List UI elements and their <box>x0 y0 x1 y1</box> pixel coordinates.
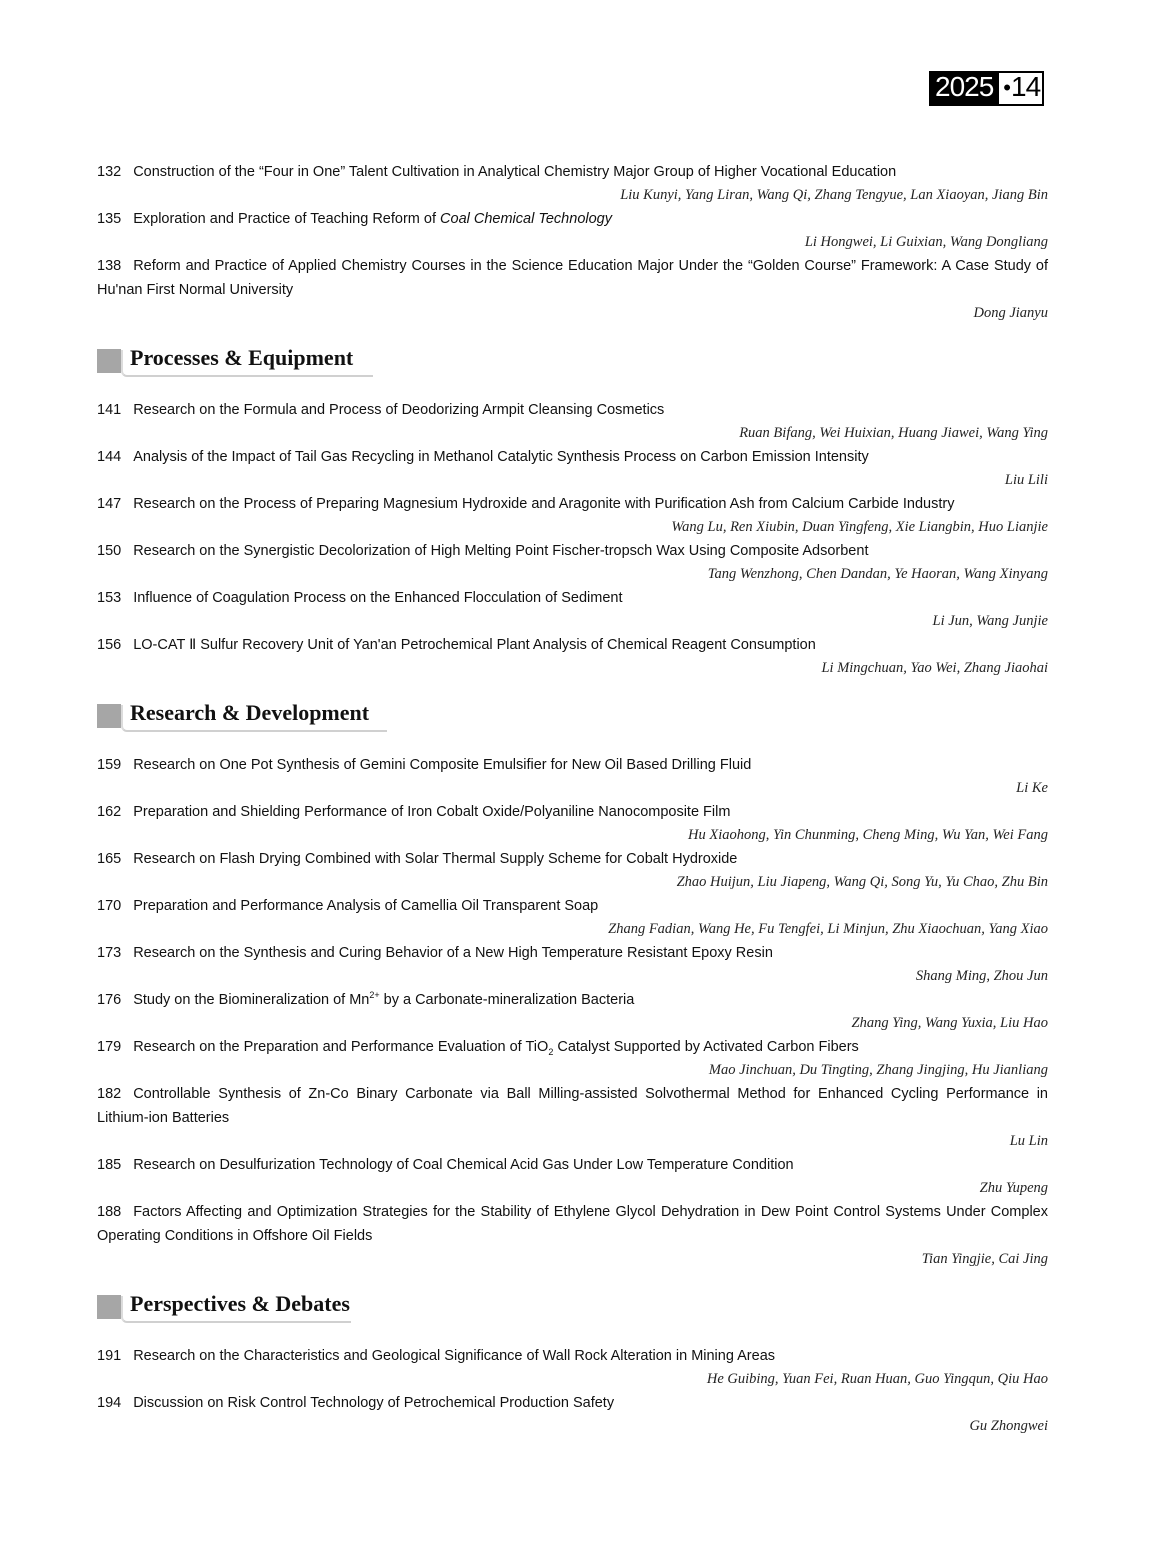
entry-title-line[interactable] <box>97 1082 1048 1130</box>
toc-entry[interactable] <box>97 1035 1048 1082</box>
entry-page-number: 132 <box>97 164 122 180</box>
entry-authors: He Guibing, Yuan Fei, Ruan Huan, Guo Yingqun, Qiu Hao <box>706 1371 1048 1387</box>
entry-title[interactable]: Study on the Biomineralization of Mn <box>133 992 370 1008</box>
toc-entry[interactable] <box>97 753 1048 800</box>
section-heading-processes-equipment <box>97 338 1048 386</box>
entry-authors: Liu Lili <box>1004 472 1048 488</box>
entry-title[interactable]: Research on One Pot Synthesis of Gemini Composite Emulsifier for New Oil Based Drilling Fluid <box>133 757 752 773</box>
entry-authors: Tian Yingjie, Cai Jing <box>921 1251 1048 1267</box>
entry-authors: Wang Lu, Ren Xiubin, Duan Yingfeng, Xie Liangbin, Huo Lianjie <box>671 519 1048 535</box>
toc-content <box>97 160 1048 1438</box>
entry-page-number: 170 <box>97 898 122 914</box>
entry-title[interactable]: Research on the Synergistic Decolorization of High Melting Point Fischer-tropsch Wax Using Composite Adsorbent <box>133 543 869 559</box>
toc-entry[interactable] <box>97 207 1048 254</box>
entry-title[interactable]: Research on Desulfurization Technology of Coal Chemical Acid Gas Under Low Temperature Condition <box>133 1157 794 1173</box>
toc-entry[interactable] <box>97 160 1048 207</box>
entry-title-line[interactable] <box>97 894 1048 918</box>
toc-entry[interactable] <box>97 800 1048 847</box>
entry-authors: Li Ke <box>1016 780 1048 796</box>
entry-title[interactable]: Discussion on Risk Control Technology of Petrochemical Production Safety <box>133 1395 615 1411</box>
entry-page-number: 191 <box>97 1348 122 1364</box>
entry-authors: Tang Wenzhong, Chen Dandan, Ye Haoran, Wang Xinyang <box>707 566 1048 582</box>
entry-title[interactable]: Controllable Synthesis of Zn-Co Binary Carbonate via Ball Milling-assisted Solvothermal Method for Enhanced Cycling Performance in Lithium-ion Batteries <box>97 1086 1048 1126</box>
entry-title[interactable]: Construction of the “Four in One” Talent Cultivation in Analytical Chemistry Major Group of Higher Vocational Education <box>133 164 897 180</box>
section-title: Processes & Equipment <box>130 345 354 370</box>
entry-page-number: 150 <box>97 543 122 559</box>
entry-title[interactable]: Preparation and Performance Analysis of Camellia Oil Transparent Soap <box>133 898 599 914</box>
entry-title-line[interactable] <box>97 847 1048 871</box>
entry-title-line[interactable] <box>97 1200 1048 1248</box>
entry-title[interactable]: Research on the Formula and Process of Deodorizing Armpit Cleansing Cosmetics <box>133 402 665 418</box>
entry-title[interactable]: Preparation and Shielding Performance of Iron Cobalt Oxide/Polyaniline Nanocomposite Film <box>133 804 731 820</box>
entry-authors: Lu Lin <box>1009 1133 1048 1149</box>
entry-authors: Zhang Ying, Wang Yuxia, Liu Hao <box>851 1015 1048 1031</box>
entry-page-number: 165 <box>97 851 122 867</box>
subscript-number: 2 <box>548 1046 554 1057</box>
entry-authors: Ruan Bifang, Wei Huixian, Huang Jiawei, Wang Ying <box>739 425 1048 441</box>
entry-title-line[interactable] <box>97 800 1048 824</box>
bullet-icon: • <box>1003 75 1010 100</box>
toc-entry[interactable] <box>97 988 1048 1035</box>
entry-title-line[interactable] <box>97 398 1048 422</box>
toc-entry[interactable] <box>97 847 1048 894</box>
entry-title-line[interactable] <box>97 445 1048 469</box>
entry-page-number: 156 <box>97 637 122 653</box>
toc-entry[interactable] <box>97 586 1048 633</box>
entry-title-line[interactable] <box>97 1035 1048 1059</box>
toc-entry[interactable] <box>97 633 1048 680</box>
entry-title-line[interactable] <box>97 254 1048 302</box>
entry-authors: Liu Kunyi, Yang Liran, Wang Qi, Zhang Tengyue, Lan Xiaoyan, Jiang Bin <box>620 187 1048 203</box>
entry-page-number: 159 <box>97 757 122 773</box>
entry-title[interactable]: LO-CAT Ⅱ Sulfur Recovery Unit of Yan'an Petrochemical Plant Analysis of Chemical Reagent Consumption <box>133 637 816 653</box>
entry-authors: Li Mingchuan, Yao Wei, Zhang Jiaohai <box>821 660 1048 676</box>
entry-page-number: 144 <box>97 449 122 465</box>
toc-entry[interactable] <box>97 1200 1048 1271</box>
entry-authors: Dong Jianyu <box>973 305 1048 321</box>
toc-entry[interactable] <box>97 1391 1048 1438</box>
section-marker-square <box>97 704 121 728</box>
superscript-charge: 2+ <box>369 990 380 1001</box>
toc-entry[interactable] <box>97 1153 1048 1200</box>
entry-title[interactable]: Research on the Process of Preparing Magnesium Hydroxide and Aragonite with Purification Ash from Calcium Carbide Industry <box>133 496 955 512</box>
entry-title-line[interactable] <box>97 988 1048 1012</box>
entry-authors: Zhang Fadian, Wang He, Fu Tengfei, Li Minjun, Zhu Xiaochuan, Yang Xiao <box>608 921 1048 937</box>
section-heading-research-development <box>97 693 1048 741</box>
toc-entry[interactable] <box>97 1082 1048 1153</box>
entry-title-line[interactable] <box>97 633 1048 657</box>
toc-entry[interactable] <box>97 254 1048 325</box>
section-heading-perspectives-debates <box>97 1284 1048 1332</box>
entry-authors: Shang Ming, Zhou Jun <box>915 968 1048 984</box>
entry-page-number: 179 <box>97 1039 122 1055</box>
entry-page-number: 173 <box>97 945 122 961</box>
entry-page-number: 141 <box>97 402 122 418</box>
entry-title[interactable]: Research on the Synthesis and Curing Behavior of a New High Temperature Resistant Epoxy Resin <box>133 945 773 961</box>
entry-page-number: 135 <box>97 211 122 227</box>
entry-page-number: 147 <box>97 496 122 512</box>
entry-page-number: 176 <box>97 992 122 1008</box>
entry-title[interactable]: Research on the Characteristics and Geological Significance of Wall Rock Alteration in Mining Areas <box>133 1348 776 1364</box>
entry-authors: Zhu Yupeng <box>979 1180 1048 1196</box>
entry-title-line[interactable] <box>97 941 1048 965</box>
entry-authors: Gu Zhongwei <box>969 1418 1048 1434</box>
entry-title[interactable]: Research on Flash Drying Combined with Solar Thermal Supply Scheme for Cobalt Hydroxide <box>133 851 738 867</box>
entry-title[interactable]: Influence of Coagulation Process on the Enhanced Flocculation of Sediment <box>133 590 623 606</box>
issue-number-box <box>999 73 1042 104</box>
toc-entry[interactable] <box>97 1344 1048 1391</box>
section-title: Research & Development <box>130 700 370 725</box>
entry-authors: Li Jun, Wang Junjie <box>932 613 1048 629</box>
toc-entry[interactable] <box>97 539 1048 586</box>
entry-title[interactable]: Factors Affecting and Optimization Strategies for the Stability of Ethylene Glycol Dehydration in Dew Point Control Systems Under Complex Operating Conditions in Offshore Oil Fields <box>97 1204 1048 1244</box>
section-marker-square <box>97 1295 121 1319</box>
entry-title-suffix[interactable]: Catalyst Supported by Activated Carbon Fibers <box>553 1039 859 1055</box>
toc-entry[interactable] <box>97 445 1048 492</box>
entry-title-suffix[interactable]: by a Carbonate-mineralization Bacteria <box>379 992 635 1008</box>
entry-title[interactable]: Exploration and Practice of Teaching Reform of <box>133 211 441 227</box>
entry-authors: Li Hongwei, Li Guixian, Wang Dongliang <box>804 234 1048 250</box>
toc-entry[interactable] <box>97 941 1048 988</box>
entry-authors: Zhao Huijun, Liu Jiapeng, Wang Qi, Song Yu, Yu Chao, Zhu Bin <box>676 874 1048 890</box>
entry-page-number: 194 <box>97 1395 122 1411</box>
section-title: Perspectives & Debates <box>130 1291 350 1316</box>
entry-title-line[interactable] <box>97 586 1048 610</box>
issue-year: 2025 <box>931 73 999 104</box>
section-marker-square <box>97 349 121 373</box>
entry-page-number: 153 <box>97 590 122 606</box>
entry-authors: Hu Xiaohong, Yin Chunming, Cheng Ming, Wu Yan, Wei Fang <box>688 827 1048 843</box>
entry-title-line[interactable] <box>97 492 1048 516</box>
entry-title-italic[interactable]: Coal Chemical Technology <box>440 211 612 227</box>
entry-title-line[interactable] <box>97 1344 1048 1368</box>
entry-title-line[interactable] <box>97 1391 1048 1415</box>
toc-entry[interactable] <box>97 492 1048 539</box>
issue-badge <box>929 71 1044 106</box>
entry-title-line[interactable] <box>97 207 1048 231</box>
entry-title-line[interactable] <box>97 160 1048 184</box>
toc-entry[interactable] <box>97 398 1048 445</box>
issue-number: 14 <box>1011 71 1041 102</box>
entry-page-number: 188 <box>97 1204 122 1220</box>
toc-entry[interactable] <box>97 894 1048 941</box>
entry-title-line[interactable] <box>97 539 1048 563</box>
entry-title[interactable]: Reform and Practice of Applied Chemistry Courses in the Science Education Major Under the “Golden Course” Framework: A Case Study of Hu'nan First Normal University <box>97 258 1048 298</box>
entry-authors: Mao Jinchuan, Du Tingting, Zhang Jingjing, Hu Jianliang <box>708 1062 1048 1078</box>
entry-page-number: 182 <box>97 1086 122 1102</box>
entry-title-line[interactable] <box>97 753 1048 777</box>
entry-page-number: 162 <box>97 804 122 820</box>
entry-title[interactable]: Research on the Preparation and Performance Evaluation of TiO <box>133 1039 549 1055</box>
entry-title[interactable]: Analysis of the Impact of Tail Gas Recycling in Methanol Catalytic Synthesis Process on Carbon Emission Intensity <box>133 449 869 465</box>
entry-title-line[interactable] <box>97 1153 1048 1177</box>
entry-page-number: 185 <box>97 1157 122 1173</box>
entry-page-number: 138 <box>97 258 122 274</box>
